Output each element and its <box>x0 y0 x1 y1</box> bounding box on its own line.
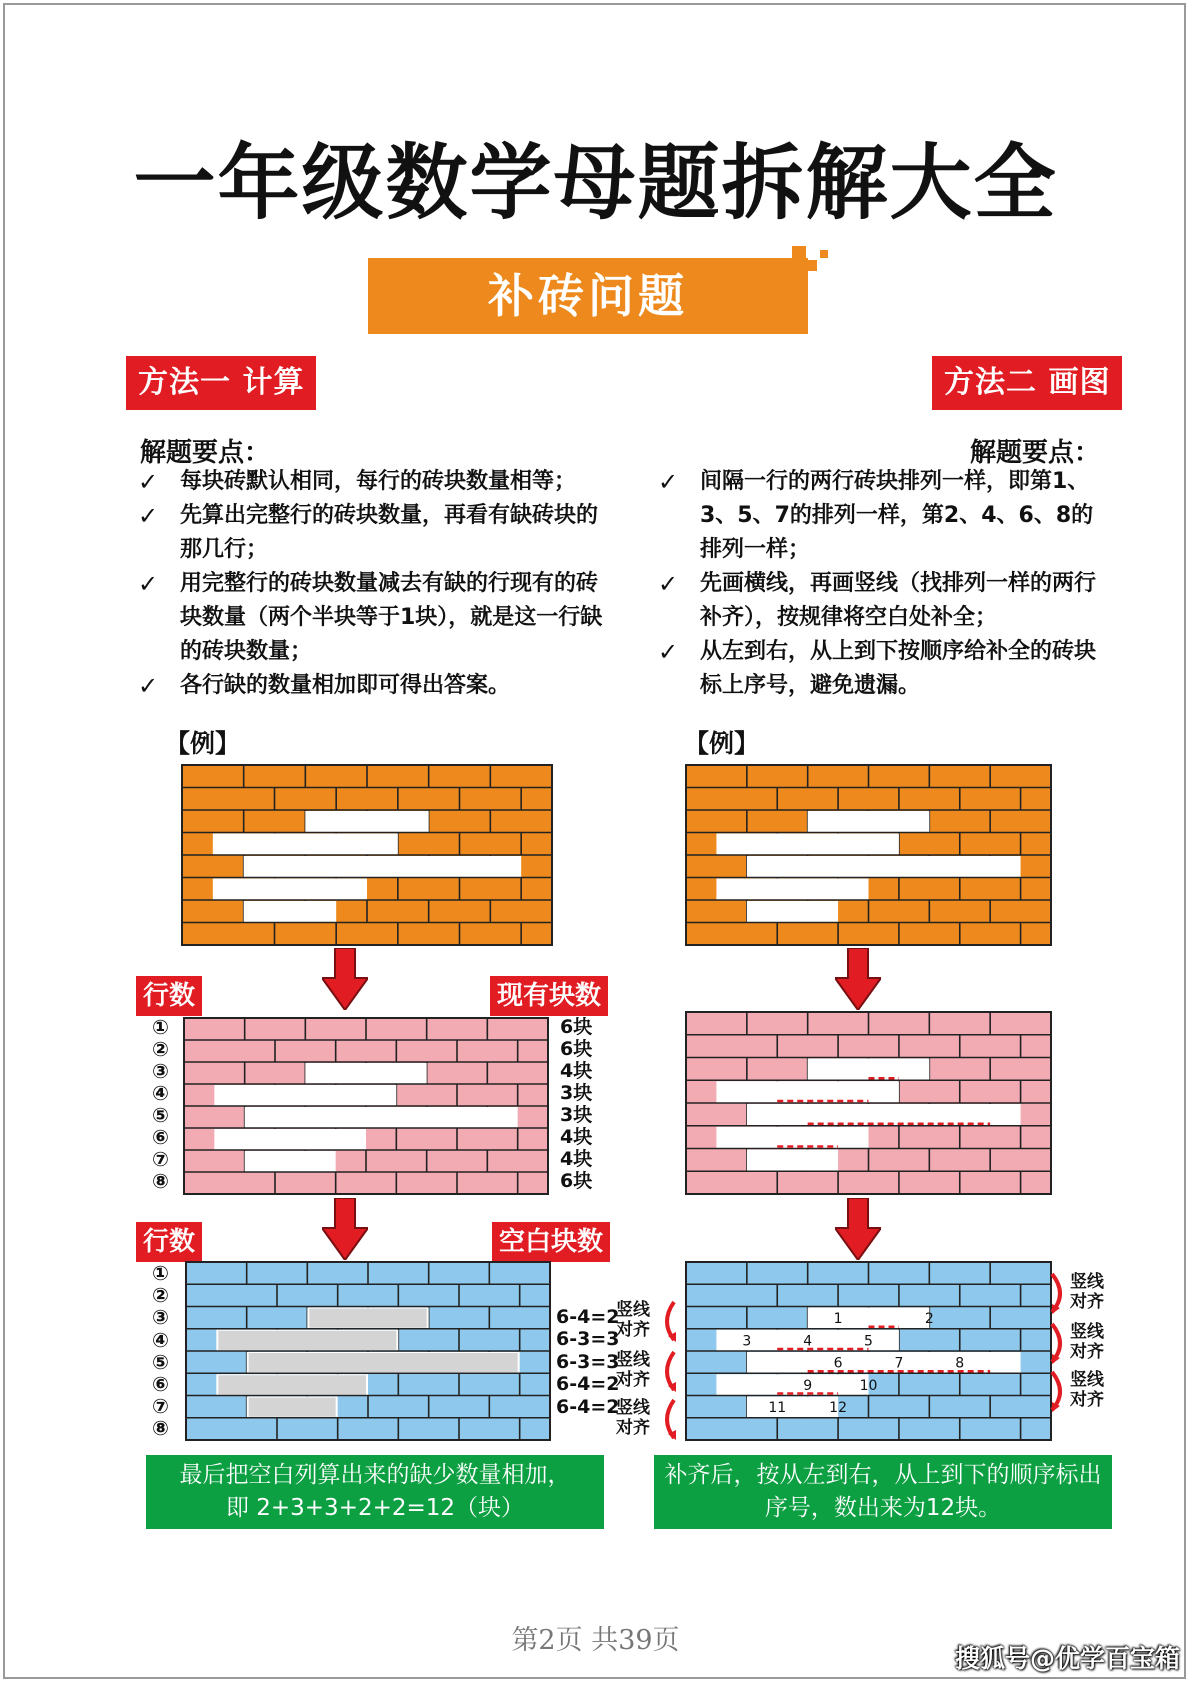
row-number: ④ <box>152 1081 169 1105</box>
missing-bricks <box>245 1107 518 1128</box>
missing-bricks <box>213 834 398 856</box>
blank-calc: 6-3=3 <box>556 1328 620 1351</box>
missing-bricks <box>747 1397 838 1418</box>
down-arrow-icon <box>322 948 368 1010</box>
orange-brick-wall <box>686 765 1051 945</box>
existing-count: 6块 <box>560 1016 593 1038</box>
row-count-tag: 行数 <box>136 976 202 1016</box>
brick-number: 7 <box>894 1355 904 1372</box>
row-number: ⑤ <box>152 1349 169 1374</box>
missing-bricks <box>213 879 367 901</box>
list-item: ✓ 用完整行的砖块数量减去有缺的行现有的砖块数量（两个半块等于1块），就是这一行缺的砖块数量； <box>136 567 606 669</box>
row-number: ⑧ <box>152 1416 169 1441</box>
curved-arrow-icon <box>660 1350 680 1394</box>
missing-bricks <box>747 901 838 923</box>
missing-bricks <box>716 834 899 856</box>
existing-count: 6块 <box>560 1170 593 1192</box>
missing-bricks <box>305 1063 426 1084</box>
list-item: ✓ 从左到右，从上到下按顺序给补全的砖块标上序号，避免遗漏。 <box>656 635 1106 703</box>
existing-count: 3块 <box>560 1104 593 1126</box>
main-title: 一年级数学母题拆解大全 <box>133 136 1058 231</box>
missing-bricks <box>214 1085 396 1106</box>
check-icon: ✓ <box>138 672 159 700</box>
existing-count-tag: 现有块数 <box>490 976 608 1016</box>
existing-count: 4块 <box>560 1148 593 1170</box>
list-item: ✓ 各行缺的数量相加即可得出答案。 <box>136 669 606 703</box>
missing-bricks <box>808 811 930 833</box>
align-label: 竖线 对齐 <box>616 1300 650 1340</box>
method-two-tag: 方法二 画图 <box>932 356 1122 410</box>
existing-count: 3块 <box>560 1082 593 1104</box>
check-icon: ✓ <box>658 638 679 666</box>
decor-square <box>774 262 790 278</box>
right-tips-list <box>656 465 1106 703</box>
decor-square <box>786 280 796 290</box>
left-example-label: 【例】 <box>165 729 241 758</box>
check-icon: ✓ <box>138 502 159 530</box>
curved-arrow-icon <box>1048 1370 1068 1414</box>
row-number: ⑧ <box>152 1169 169 1193</box>
blank-count-tag: 空白块数 <box>492 1222 610 1262</box>
brick-number: 10 <box>859 1377 878 1394</box>
list-item: ✓ 先画横线，再画竖线（找排列一样的两行补齐），按规律将空白处补全； <box>656 567 1106 635</box>
down-arrow-icon <box>835 1198 881 1260</box>
missing-bricks <box>716 1081 899 1103</box>
row-number: ① <box>152 1261 169 1285</box>
list-item: ✓ 先算出完整行的砖块数量，再看有缺砖块的那几行； <box>136 499 606 567</box>
blank-area <box>218 1331 396 1350</box>
brick-number: 5 <box>864 1333 873 1350</box>
list-item: ✓ 间隔一行的两行砖块排列一样，即第1、3、5、7的排列一样，第2、4、6、8的排列一样； <box>656 465 1106 567</box>
right-example-label: 【例】 <box>684 729 760 758</box>
brick-number: 8 <box>955 1355 965 1372</box>
page-footer: 第2页 共39页 <box>511 1625 680 1656</box>
blank-area <box>218 1375 366 1394</box>
existing-count: 4块 <box>560 1126 593 1148</box>
row-number: ④ <box>152 1327 169 1352</box>
row-number: ⑥ <box>152 1372 169 1396</box>
existing-count: 6块 <box>560 1038 593 1060</box>
align-label: 竖线 对齐 <box>616 1350 650 1390</box>
brick-number: 6 <box>833 1355 843 1372</box>
brick-number: 11 <box>768 1400 787 1417</box>
missing-bricks <box>244 901 337 923</box>
left-tips-list <box>136 465 606 703</box>
missing-bricks <box>747 1104 1021 1126</box>
check-icon: ✓ <box>658 468 679 496</box>
missing-bricks <box>747 856 1021 878</box>
missing-bricks <box>245 1151 336 1172</box>
row-number: ③ <box>152 1059 169 1083</box>
left-summary-box: 最后把空白列算出来的缺少数量相加， 即 2+3+3+2+2=12（块） <box>146 1455 604 1529</box>
row-number: ⑥ <box>152 1125 169 1149</box>
row-number: ③ <box>152 1305 169 1330</box>
brick-number: 9 <box>803 1377 813 1394</box>
row-number: ② <box>152 1037 169 1061</box>
down-arrow-icon <box>835 948 881 1010</box>
decor-square <box>792 246 806 260</box>
blank-area <box>249 1398 336 1417</box>
right-summary-box: 补齐后，按从左到右，从上到下的顺序标出 序号，数出来为12块。 <box>654 1455 1112 1529</box>
brick-number: 1 <box>833 1311 843 1328</box>
align-label: 竖线 对齐 <box>1070 1370 1104 1410</box>
decor-square <box>806 260 817 271</box>
pink-brick-wall-with-guides <box>686 1012 1051 1194</box>
pink-brick-wall <box>184 1018 548 1194</box>
check-icon: ✓ <box>138 570 159 598</box>
blank-calc: 6-4=2 <box>556 1373 620 1396</box>
missing-bricks <box>305 811 428 833</box>
topic-banner-text: 补砖问题 <box>488 269 688 323</box>
brick-number: 12 <box>829 1400 847 1417</box>
existing-count: 4块 <box>560 1060 593 1082</box>
curved-arrow-icon <box>1048 1272 1068 1316</box>
method-one-tag: 方法一 计算 <box>126 356 316 410</box>
orange-brick-wall <box>182 765 552 945</box>
missing-bricks <box>716 879 868 901</box>
blank-calc: 6-4=2 <box>556 1306 620 1328</box>
row-number: ② <box>152 1283 169 1308</box>
brick-number: 4 <box>803 1333 813 1350</box>
left-tips-heading: 解题要点： <box>140 438 271 468</box>
brick-number: 2 <box>924 1311 934 1328</box>
row-count-tag: 行数 <box>136 1222 202 1262</box>
missing-bricks <box>716 1127 868 1149</box>
brick-number: 3 <box>742 1333 752 1350</box>
align-label: 竖线 对齐 <box>1070 1322 1104 1362</box>
curved-arrow-icon <box>660 1398 680 1442</box>
blank-calc: 6-4=2 <box>556 1395 620 1418</box>
missing-bricks <box>214 1129 366 1150</box>
blue-brick-wall-numbered <box>686 1262 1051 1440</box>
topic-banner <box>368 258 808 334</box>
blue-brick-wall <box>186 1262 550 1440</box>
list-item: ✓ 每块砖默认相同，每行的砖块数量相等； <box>136 465 606 499</box>
curved-arrow-icon <box>660 1300 680 1344</box>
blank-area <box>249 1353 518 1372</box>
row-number: ① <box>152 1015 169 1039</box>
watermark: 搜狐号@优学百宝箱 <box>955 1644 1181 1673</box>
row-number: ⑤ <box>152 1103 169 1127</box>
blank-calc: 6-3=3 <box>556 1350 620 1373</box>
align-label: 竖线 对齐 <box>616 1398 650 1438</box>
check-icon: ✓ <box>138 468 159 496</box>
curved-arrow-icon <box>1048 1322 1068 1366</box>
missing-bricks <box>244 856 521 878</box>
decor-square <box>820 250 828 258</box>
missing-bricks <box>808 1059 930 1081</box>
down-arrow-icon <box>322 1198 368 1260</box>
row-number: ⑦ <box>152 1147 169 1171</box>
align-label: 竖线 对齐 <box>1070 1272 1104 1312</box>
right-tips-heading: 解题要点： <box>970 438 1101 468</box>
row-number: ⑦ <box>152 1394 169 1419</box>
check-icon: ✓ <box>658 570 679 598</box>
missing-bricks <box>747 1150 838 1172</box>
blank-area <box>309 1309 426 1328</box>
